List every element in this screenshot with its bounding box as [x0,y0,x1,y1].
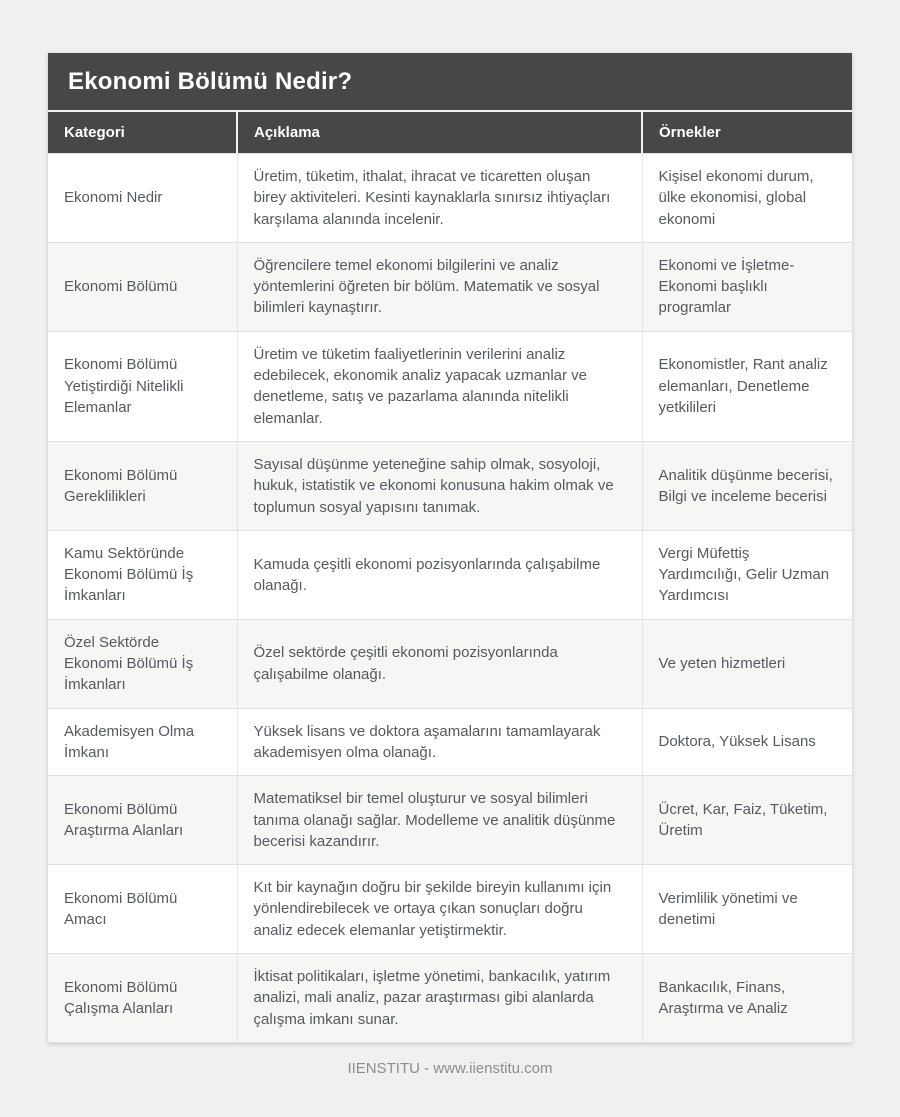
cell-ornekler: Ekonomistler, Rant analiz elemanları, Denetleme yetkilileri [642,331,852,441]
cell-kategori: Kamu Sektöründe Ekonomi Bölümü İş İmkanları [48,530,237,619]
table-row [48,776,852,865]
footer-credit: IIENSTITU - www.iienstitu.com [347,1059,553,1077]
cell-ornekler: Vergi Müfettiş Yardımcılığı, Gelir Uzman Yardımcısı [642,530,852,619]
table-row [48,708,852,776]
table-row [48,242,852,331]
cell-kategori: Özel Sektörde Ekonomi Bölümü İş İmkanları [48,619,237,708]
cell-kategori: Ekonomi Bölümü Çalışma Alanları [48,954,237,1043]
column-header-ornekler: Örnekler [642,111,852,154]
cell-aciklama: İktisat politikaları, işletme yönetimi, bankacılık, yatırım analizi, mali analiz, pazar araştırması gibi alanlarda çalışma imkanı sunar. [237,954,642,1043]
cell-aciklama: Kamuda çeşitli ekonomi pozisyonlarında çalışabilme olanağı. [237,530,642,619]
cell-aciklama: Özel sektörde çeşitli ekonomi pozisyonlarında çalışabilme olanağı. [237,619,642,708]
cell-aciklama: Sayısal düşünme yeteneğine sahip olmak, sosyoloji, hukuk, istatistik ve ekonomi konusuna hakim olmak ve toplumun sosyal yapısını tanımak. [237,441,642,530]
cell-ornekler: Ücret, Kar, Faiz, Tüketim, Üretim [642,776,852,865]
table-row [48,954,852,1043]
table-row [48,331,852,441]
cell-aciklama: Kıt bir kaynağın doğru bir şekilde bireyin kullanımı için yönlendirebilecek ve ortaya çıkan sonuçları doğru analiz edecek elemanlar yetiştirmektir. [237,865,642,954]
table-header [48,111,852,154]
column-header-kategori: Kategori [48,111,237,154]
table-row [48,154,852,243]
cell-ornekler: Kişisel ekonomi durum, ülke ekonomisi, global ekonomi [642,154,852,243]
cell-ornekler: Ekonomi ve İşletme-Ekonomi başlıklı programlar [642,242,852,331]
table-row [48,619,852,708]
table-row [48,530,852,619]
cell-ornekler: Verimlilik yönetimi ve denetimi [642,865,852,954]
page-title: Ekonomi Bölümü Nedir? [48,53,852,110]
header-row [48,111,852,154]
info-table-card [48,53,852,1043]
cell-aciklama: Öğrencilere temel ekonomi bilgilerini ve analiz yöntemlerini öğreten bir bölüm. Matematik ve sosyal bilimleri kaynaştırır. [237,242,642,331]
cell-kategori: Ekonomi Bölümü [48,242,237,331]
cell-kategori: Ekonomi Bölümü Araştırma Alanları [48,776,237,865]
cell-kategori: Akademisyen Olma İmkanı [48,708,237,776]
cell-kategori: Ekonomi Bölümü Gereklilikleri [48,441,237,530]
cell-ornekler: Ve yeten hizmetleri [642,619,852,708]
cell-aciklama: Üretim, tüketim, ithalat, ihracat ve ticaretten oluşan birey aktiviteleri. Kesinti kaynaklarla sınırsız ihtiyaçları karşılama alanında incelenir. [237,154,642,243]
cell-kategori: Ekonomi Bölümü Amacı [48,865,237,954]
cell-ornekler: Doktora, Yüksek Lisans [642,708,852,776]
cell-ornekler: Analitik düşünme becerisi, Bilgi ve inceleme becerisi [642,441,852,530]
economy-table [48,110,852,1043]
cell-kategori: Ekonomi Bölümü Yetiştirdiği Nitelikli Elemanlar [48,331,237,441]
cell-aciklama: Üretim ve tüketim faaliyetlerinin verilerini analiz edebilecek, ekonomik analiz yapacak uzmanlar ve denetleme, satış ve pazarlama alanında nitelikli elemanlar. [237,331,642,441]
cell-aciklama: Yüksek lisans ve doktora aşamalarını tamamlayarak akademisyen olma olanağı. [237,708,642,776]
cell-aciklama: Matematiksel bir temel oluşturur ve sosyal bilimleri tanıma olanağı sağlar. Modelleme ve analitik düşünme becerisi kazandırır. [237,776,642,865]
table-row [48,865,852,954]
table-row [48,441,852,530]
cell-ornekler: Bankacılık, Finans, Araştırma ve Analiz [642,954,852,1043]
cell-kategori: Ekonomi Nedir [48,154,237,243]
table-body [48,154,852,1043]
column-header-aciklama: Açıklama [237,111,642,154]
